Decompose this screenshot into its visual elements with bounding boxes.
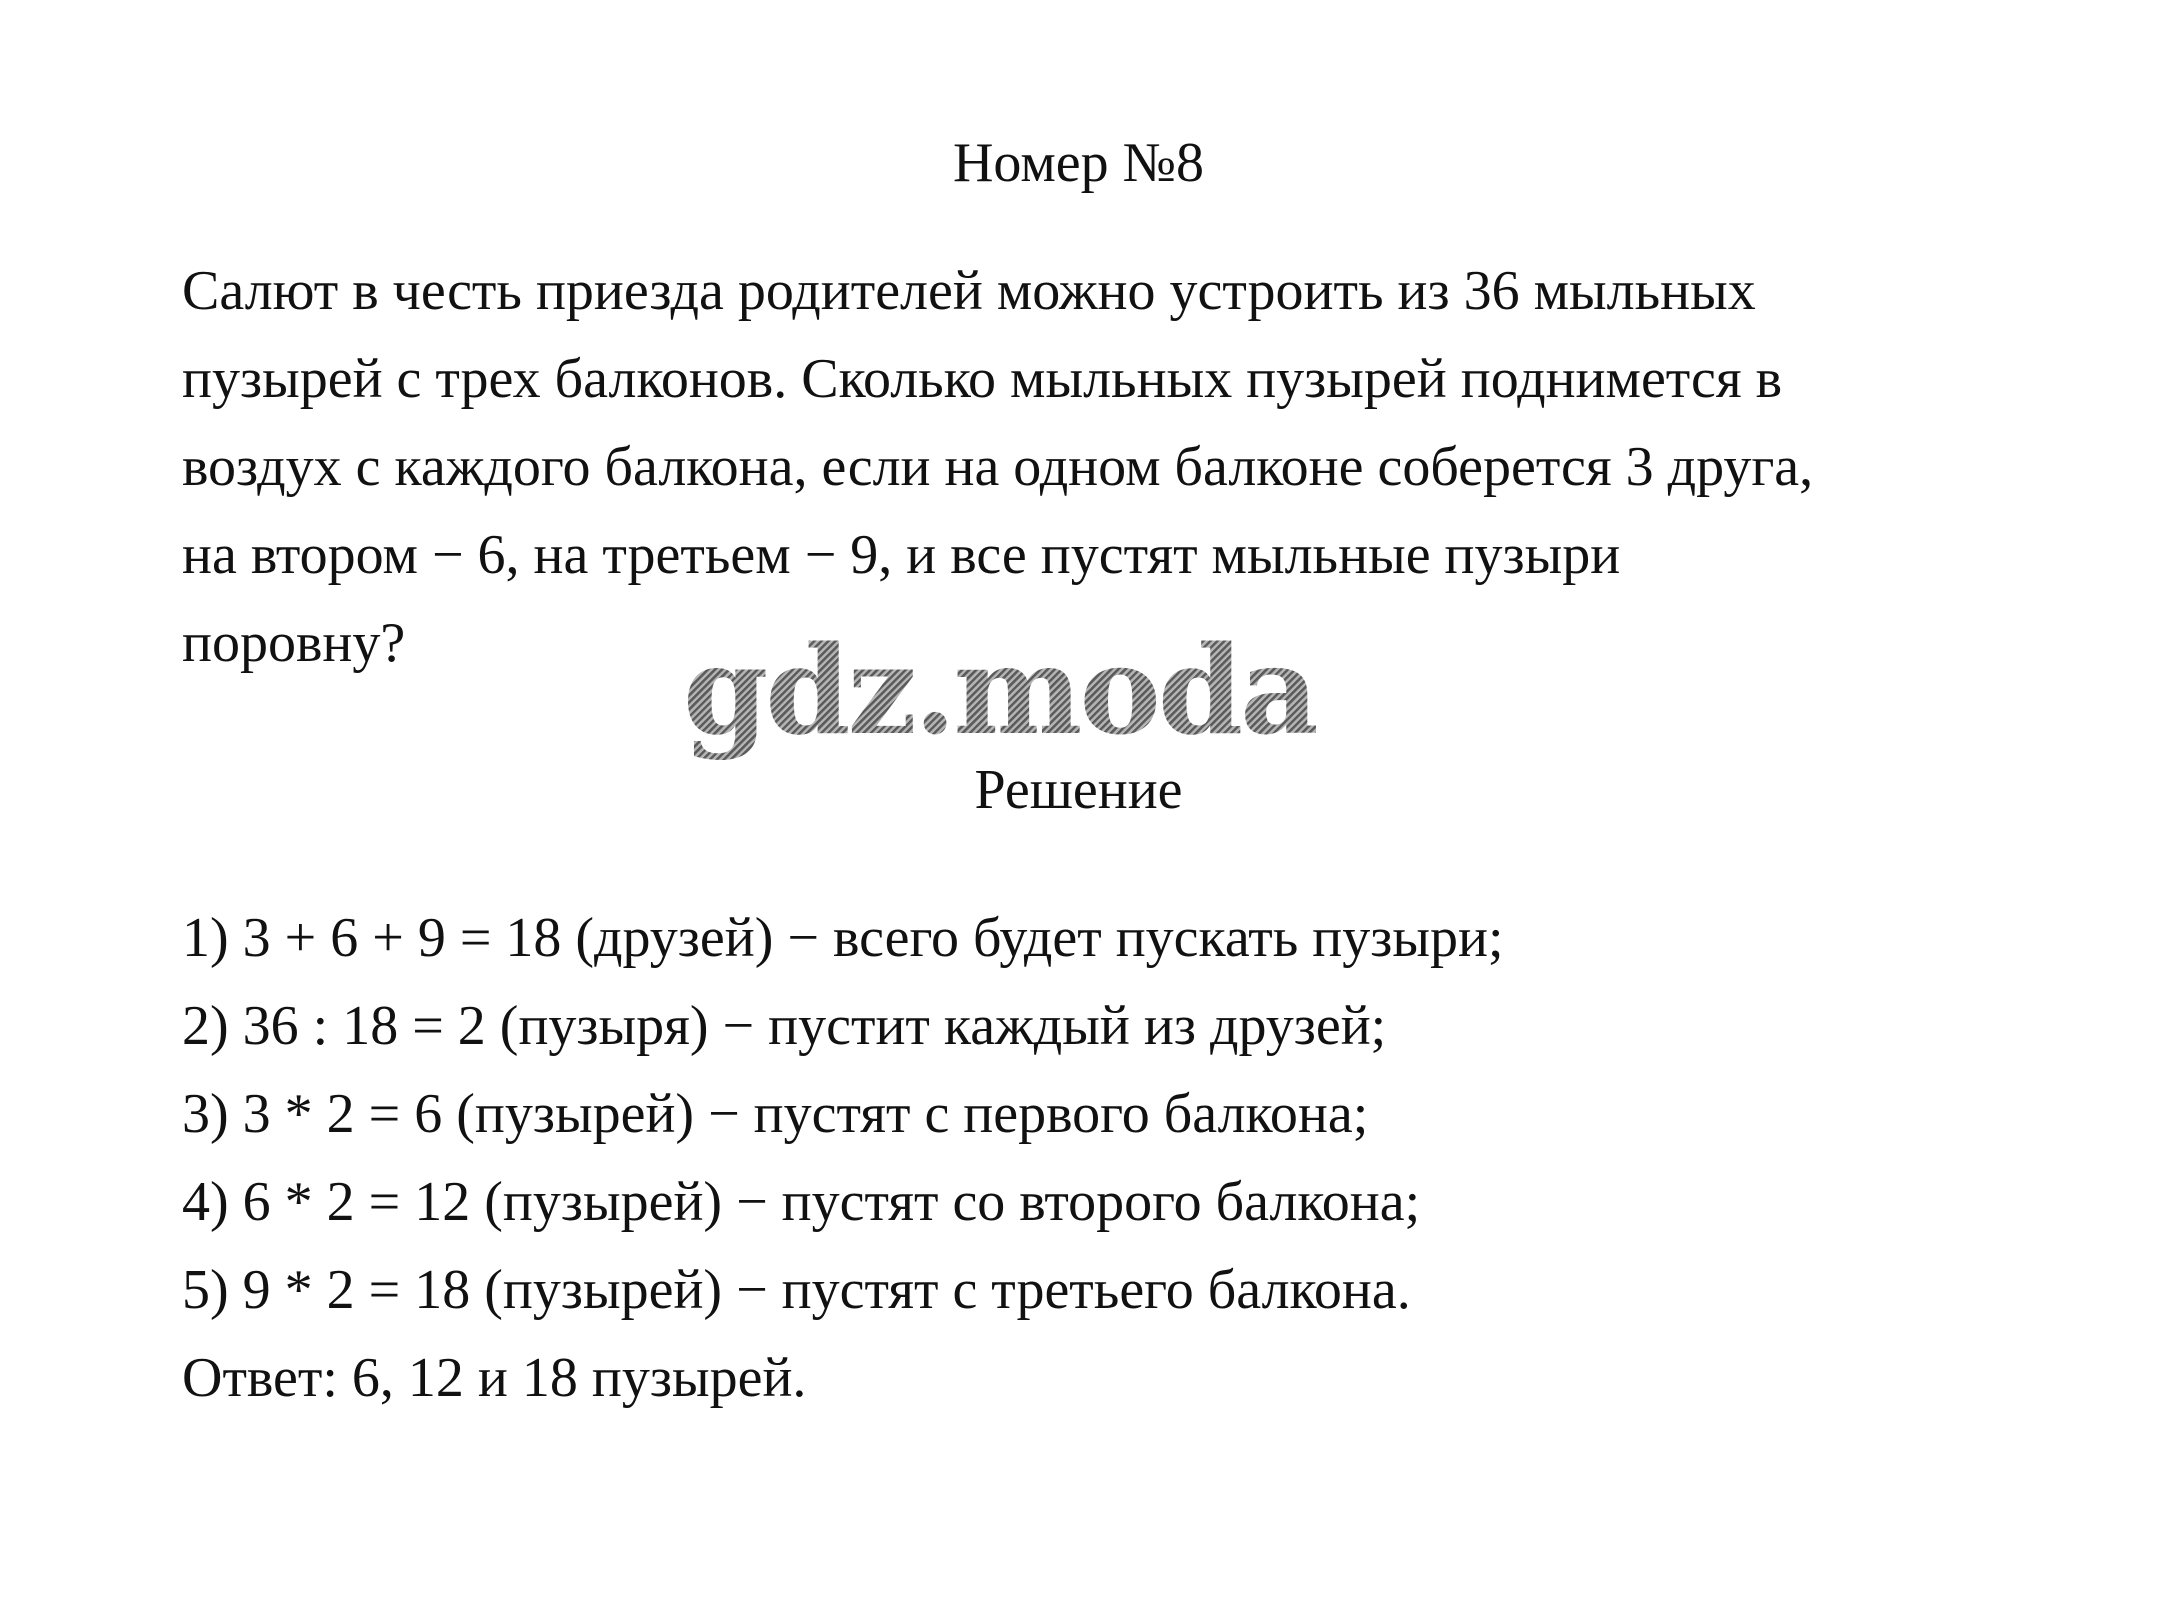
solution-step: 2) 36 : 18 = 2 (пузыря) − пустит каждый из друзей;	[182, 995, 1387, 1057]
solution-step: 1) 3 + 6 + 9 = 18 (друзей) − всего будет пускать пузыри;	[182, 907, 1504, 969]
solution-heading: Решение	[974, 759, 1183, 821]
problem-line: на втором − 6, на третьем − 9, и все пустят мыльные пузыри	[182, 524, 1621, 586]
answer-line: Ответ: 6, 12 и 18 пузырей.	[182, 1347, 807, 1409]
solution-steps	[182, 903, 1504, 1431]
problem-line: пузырей с трех балконов. Сколько мыльных пузырей поднимется в	[182, 348, 1783, 410]
problem-line: воздух с каждого балкона, если на одном балконе соберется 3 друга,	[182, 436, 1814, 498]
problem-line: поровну?	[182, 612, 406, 674]
watermark-logo: gdz.moda	[683, 615, 1316, 765]
solution-step: 5) 9 * 2 = 18 (пузырей) − пустят с третьего балкона.	[182, 1259, 1411, 1321]
problem-line: Салют в честь приезда родителей можно устроить из 36 мыльных	[182, 260, 1756, 322]
solution-step: 3) 3 * 2 = 6 (пузырей) − пустят с первого балкона;	[182, 1083, 1369, 1145]
solution-step: 4) 6 * 2 = 12 (пузырей) − пустят со второго балкона;	[182, 1171, 1421, 1233]
page-title: Номер №8	[952, 132, 1205, 194]
